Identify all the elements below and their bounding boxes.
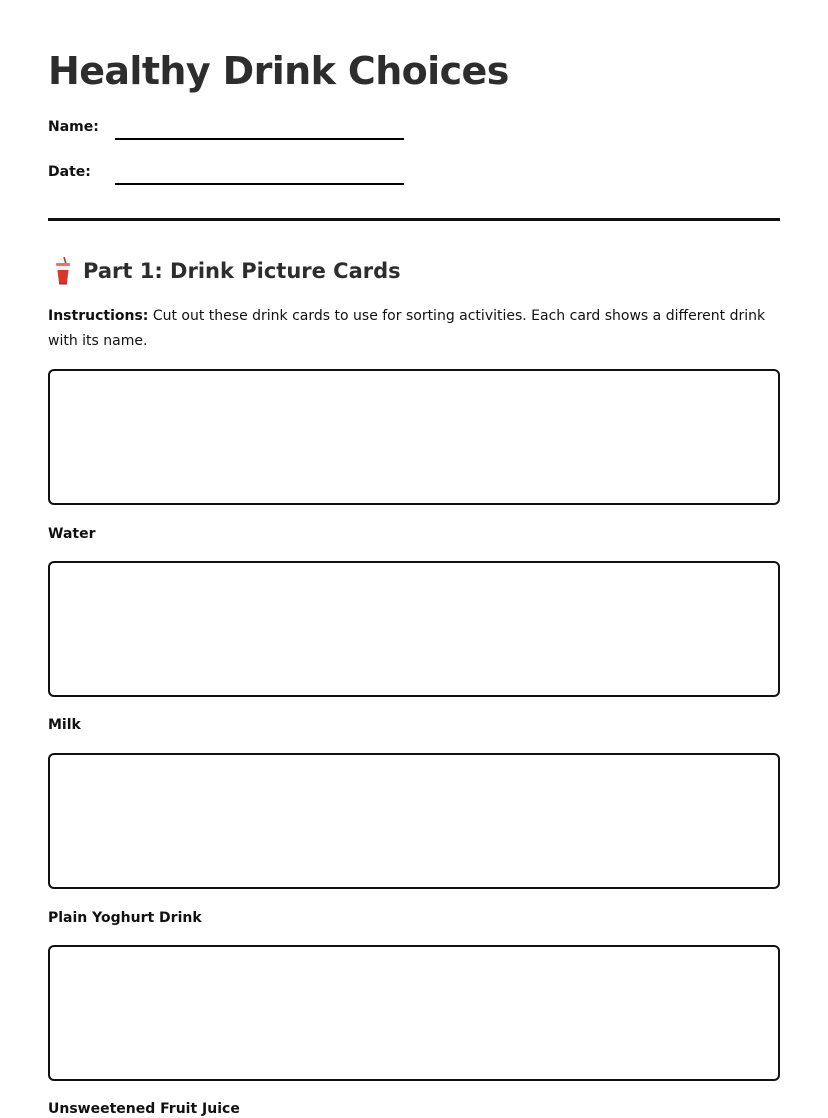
drink-card-yoghurt [48,753,780,889]
drink-card-label-milk: Milk [48,717,81,733]
instructions-paragraph [48,304,778,354]
drink-card-milk [48,561,780,697]
drink-card-water [48,369,780,505]
date-field[interactable] [48,163,408,193]
name-label: Name: [48,119,99,135]
drink-card-label-juice: Unsweetened Fruit Juice [48,1101,240,1117]
part1-heading [48,255,780,287]
cup-with-straw-icon [52,257,74,285]
part1-title: Part 1: Drink Picture Cards [83,259,401,283]
name-write-line[interactable] [115,138,404,140]
date-write-line[interactable] [115,183,404,185]
instructions-label: Instructions: [48,308,149,324]
drink-card-label-yoghurt: Plain Yoghurt Drink [48,910,202,926]
name-field[interactable] [48,118,408,148]
date-label: Date: [48,164,91,180]
header-divider [48,218,780,221]
instructions-text: Cut out these drink cards to use for sorting activities. Each card shows a different drink with its name. [48,308,766,349]
page-title: Healthy Drink Choices [48,49,509,93]
drink-card-label-water: Water [48,526,96,542]
drink-card-juice [48,945,780,1081]
